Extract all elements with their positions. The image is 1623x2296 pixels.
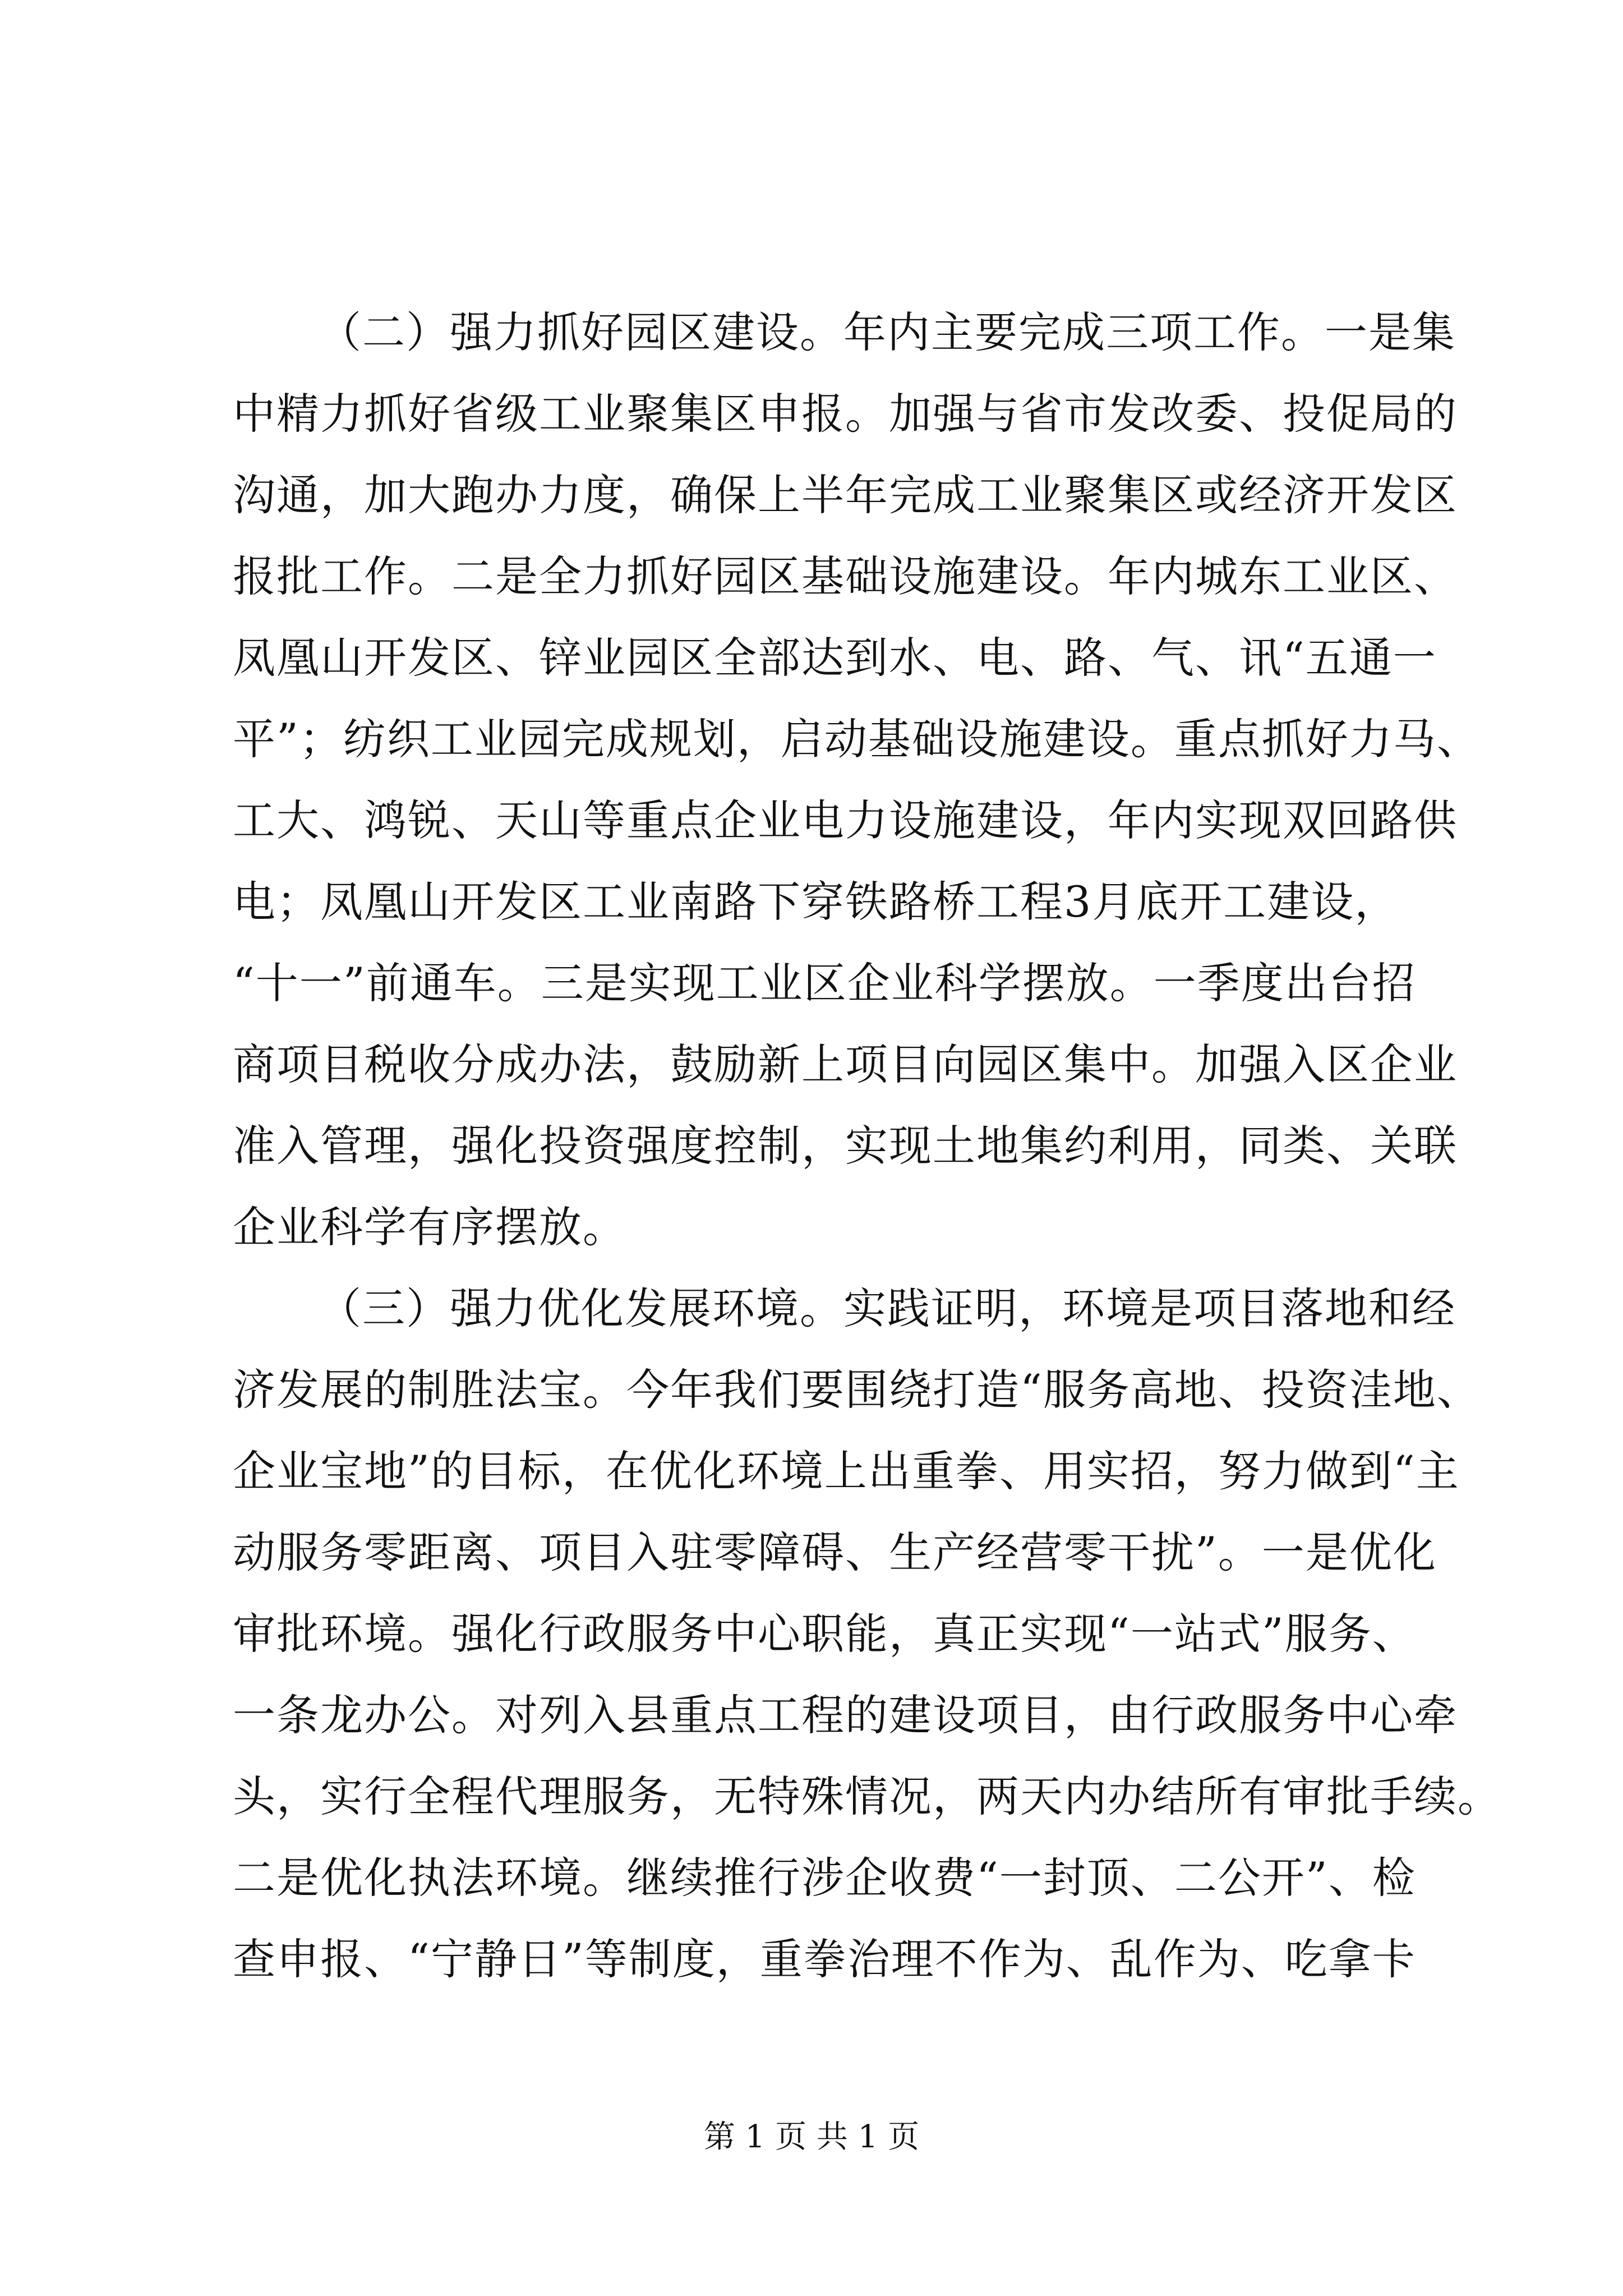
paragraph-2-line-11: 准入管理，强化投资强度控制，实现土地集约利用，同类、关联 [233, 1121, 1458, 1171]
paragraph-2-line-6: 平”；纺织工业园完成规划，启动基础设施建设。重点抓好力马、 [233, 714, 1481, 764]
paragraph-2-line-3: 沟通，加大跑办力度，确保上半年完成工业聚集区或经济开发区 [233, 470, 1458, 520]
paragraph-2-line-9: “十一”前通车。三是实现工业区企业科学摆放。一季度出台招 [233, 958, 1416, 1008]
paragraph-3-line-6: 一条龙办公。对列入县重点工程的建设项目，由行政服务中心牵 [233, 1690, 1458, 1740]
document-body [233, 292, 1501, 2000]
paragraph-2-line-1: （二）强力抓好园区建设。年内主要完成三项工作。一是集 [319, 307, 1456, 357]
paragraph-2-line-5: 凤凰山开发区、锌业园区全部达到水、电、路、气、讯“五通一 [233, 633, 1437, 683]
paragraph-3-line-8: 二是优化执法环境。继续推行涉企收费“一封顶、二公开”、检 [233, 1853, 1416, 1903]
paragraph-2-line-2: 中精力抓好省级工业聚集区申报。加强与省市发改委、投促局的 [233, 389, 1458, 439]
paragraph-3-line-3: 企业宝地”的目标，在优化环境上出重拳、用实招，努力做到“主 [233, 1446, 1460, 1496]
paragraph-3-line-5: 审批环境。强化行政服务中心职能，真正实现“一站式”服务、 [233, 1609, 1416, 1659]
paragraph-3-line-1: （三）强力优化发展环境。实践证明，环境是项目落地和经 [319, 1283, 1456, 1333]
paragraph-2-line-12: 企业科学有序摆放。 [233, 1202, 626, 1252]
paragraph-2-line-7: 工大、鸿锐、天山等重点企业电力设施建设，年内实现双回路供 [233, 795, 1458, 845]
paragraph-3-line-7: 头，实行全程代理服务，无特殊情况，两天内办结所有审批手续。 [233, 1772, 1501, 1821]
paragraph-3-line-2: 济发展的制胜法宝。今年我们要围绕打造“服务高地、投资洼地、 [233, 1365, 1481, 1415]
page-number-label: 第 1 页 共 1 页 [703, 2119, 920, 2155]
paragraph-2-line-10: 商项目税收分成办法，鼓励新上项目向园区集中。加强入区企业 [233, 1039, 1458, 1089]
paragraph-3-line-9: 查申报、“宁静日”等制度，重拳治理不作为、乱作为、吃拿卡 [233, 1934, 1416, 1984]
paragraph-2-line-8: 电；凤凰山开发区工业南路下穿铁路桥工程3月底开工建设， [233, 877, 1399, 927]
page-footer [0, 2118, 1623, 2157]
paragraph-2-line-4: 报批工作。二是全力抓好园区基础设施建设。年内城东工业区、 [233, 551, 1458, 601]
paragraph-3-line-4: 动服务零距离、项目入驻零障碍、生产经营零干扰”。一是优化 [233, 1527, 1437, 1577]
